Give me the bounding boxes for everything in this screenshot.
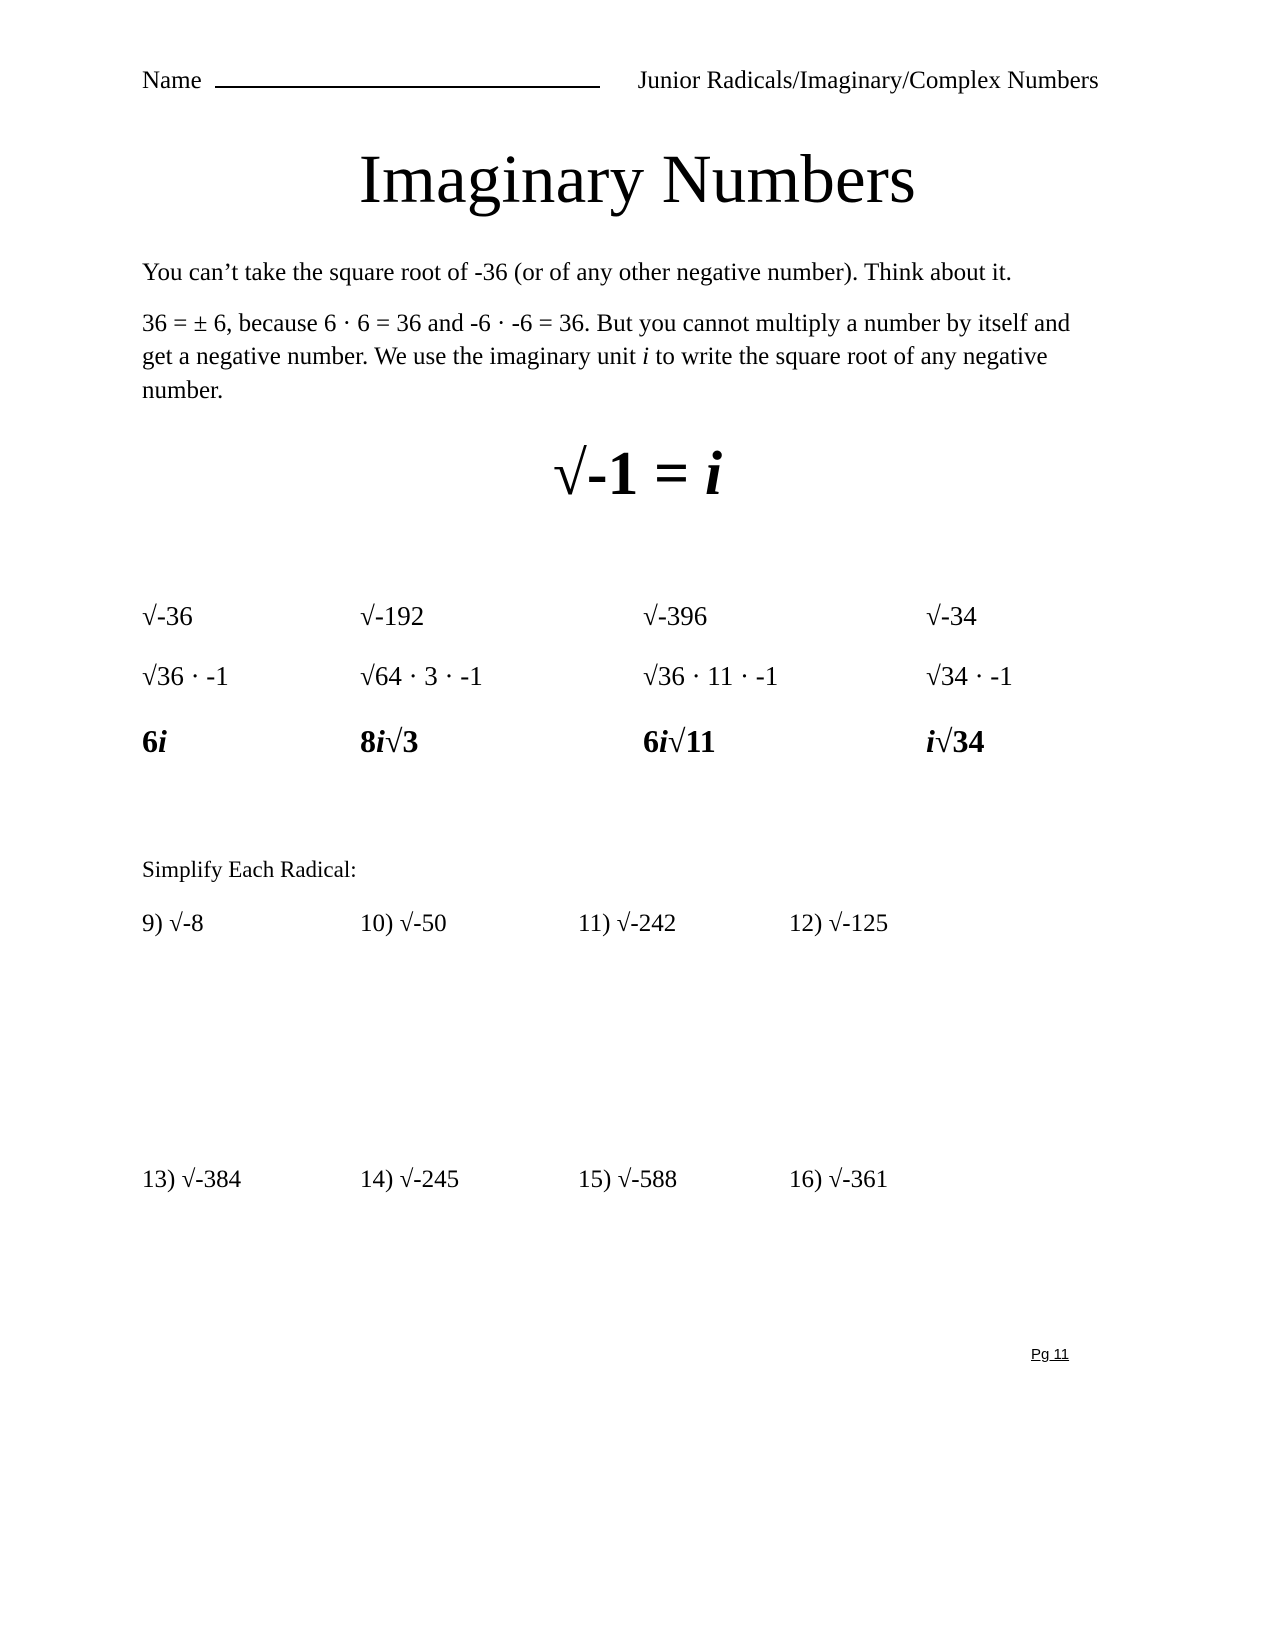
- factored-radical-3: √36 · 11 · -1: [643, 661, 779, 691]
- name-label: Name: [142, 67, 202, 94]
- intro-paragraph-1: You can’t take the square root of -36 (or of any other negative number). Think about it.: [142, 259, 1012, 286]
- factored-radical-4: √34 · -1: [926, 661, 1013, 691]
- practice-problem-row-1: [142, 911, 1077, 936]
- worked-examples-grid: [142, 603, 1077, 787]
- practice-problem-row-2: [142, 1167, 1077, 1192]
- intro-paragraph-2: [142, 307, 1077, 407]
- page-title: Imaginary Numbers: [358, 141, 917, 217]
- answer-3: [643, 725, 926, 787]
- problem-11: 11) √-242: [578, 910, 677, 937]
- equation-imaginary-unit: i: [704, 440, 723, 508]
- answer-1: [142, 725, 360, 787]
- answer-4-radical: √34: [934, 723, 985, 759]
- equation-left-side: √-1 =: [552, 440, 705, 508]
- factored-radical-2: √64 · 3 · -1: [360, 661, 483, 691]
- answer-2-coefficient: 8: [360, 723, 376, 759]
- name-blank-line[interactable]: [215, 69, 600, 88]
- given-radical-4: √-34: [926, 601, 977, 631]
- given-radical-2: √-192: [360, 601, 425, 631]
- worked-examples-given-row: [142, 603, 1077, 663]
- problem-10: 10) √-50: [360, 910, 447, 937]
- answer-2-imaginary-unit: i: [376, 723, 385, 759]
- answer-1-imaginary-unit: i: [158, 723, 167, 759]
- worked-examples-answer-row: [142, 725, 1077, 787]
- answer-3-coefficient: 6: [643, 723, 659, 759]
- answer-2-radical: √3: [384, 723, 419, 759]
- answer-3-radical: √11: [667, 723, 716, 759]
- answer-4-imaginary-unit: i: [926, 723, 935, 759]
- intro-paragraph-2-text-a: 36 = ± 6, because 6 · 6 = 36 and -6 · -6 = 36. But you cannot multiply a number by itself and get a negative number. We use the imaginary unit: [142, 310, 1071, 371]
- intro-paragraph-2-text-b: to write the square root of any negative number.: [142, 343, 1048, 404]
- problem-16: 16) √-361: [789, 1166, 889, 1193]
- given-radical-3: √-396: [643, 601, 708, 631]
- problem-9: 9) √-8: [142, 910, 204, 937]
- answer-4: [926, 725, 1077, 787]
- course-title: Junior Radicals/Imaginary/Complex Numbers: [637, 67, 1099, 94]
- answer-3-imaginary-unit: i: [659, 723, 668, 759]
- factored-radical-1: √36 · -1: [142, 661, 229, 691]
- practice-heading: Simplify Each Radical:: [142, 857, 357, 882]
- featured-equation: [0, 440, 1275, 508]
- answer-1-coefficient: 6: [142, 723, 158, 759]
- answer-2: [360, 725, 643, 787]
- problem-15: 15) √-588: [578, 1166, 678, 1193]
- problem-13: 13) √-384: [142, 1166, 242, 1193]
- given-radical-1: √-36: [142, 601, 193, 631]
- page-header: [142, 67, 1099, 94]
- worked-examples-factored-row: [142, 663, 1077, 725]
- imaginary-unit-italic: i: [642, 343, 650, 371]
- problem-14: 14) √-245: [360, 1166, 460, 1193]
- page-number-footer: Pg 11: [1031, 1346, 1070, 1363]
- problem-12: 12) √-125: [789, 910, 889, 937]
